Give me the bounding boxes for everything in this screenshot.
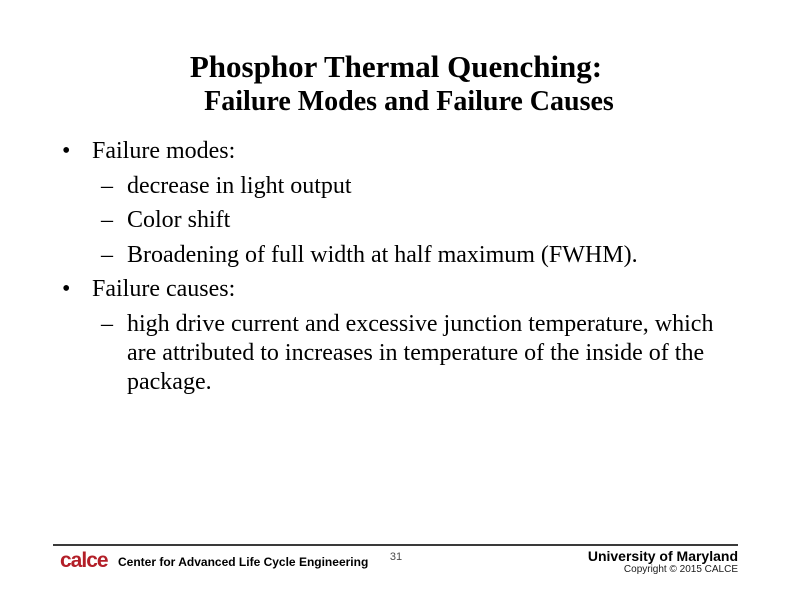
- footer-divider: [53, 544, 738, 546]
- dash-marker: –: [101, 207, 113, 233]
- bullet-text: Failure causes:: [92, 276, 236, 302]
- institution-label: University of Maryland: [587, 548, 738, 564]
- page-number: 31: [389, 551, 403, 563]
- bullet-marker: •: [62, 276, 71, 302]
- bullet-item: [0, 241, 718, 270]
- bullet-text: Broadening of full width at half maximum (FWHM).: [127, 241, 638, 268]
- slide-title: Phosphor Thermal Quenching:: [189, 49, 603, 84]
- bullet-marker: •: [62, 138, 71, 164]
- calce-logo: calce: [60, 549, 108, 572]
- bullet-item: [0, 137, 718, 166]
- dash-marker: –: [101, 310, 113, 337]
- bullet-list: [0, 137, 718, 397]
- title-block: [0, 49, 792, 117]
- bullet-item: [0, 310, 718, 397]
- org-name-label: Center for Advanced Life Cycle Engineering: [118, 555, 369, 569]
- dash-marker: –: [101, 172, 113, 199]
- bullet-text: high drive current and excessive junction temperature, which are attributed to increases in temperature of the inside of the package.: [127, 310, 714, 395]
- bullet-item: [0, 206, 718, 235]
- footer-right-block: [588, 549, 738, 576]
- dash-marker: –: [101, 241, 113, 268]
- slide-subtitle: Failure Modes and Failure Causes: [204, 86, 614, 117]
- copyright-label: Copyright © 2015 CALCE: [623, 564, 738, 575]
- bullet-text: Color shift: [127, 207, 231, 233]
- bullet-item: [0, 275, 718, 304]
- bullet-text: decrease in light output: [127, 172, 352, 199]
- bullet-text: Failure modes:: [92, 138, 236, 164]
- bullet-item: [0, 172, 718, 201]
